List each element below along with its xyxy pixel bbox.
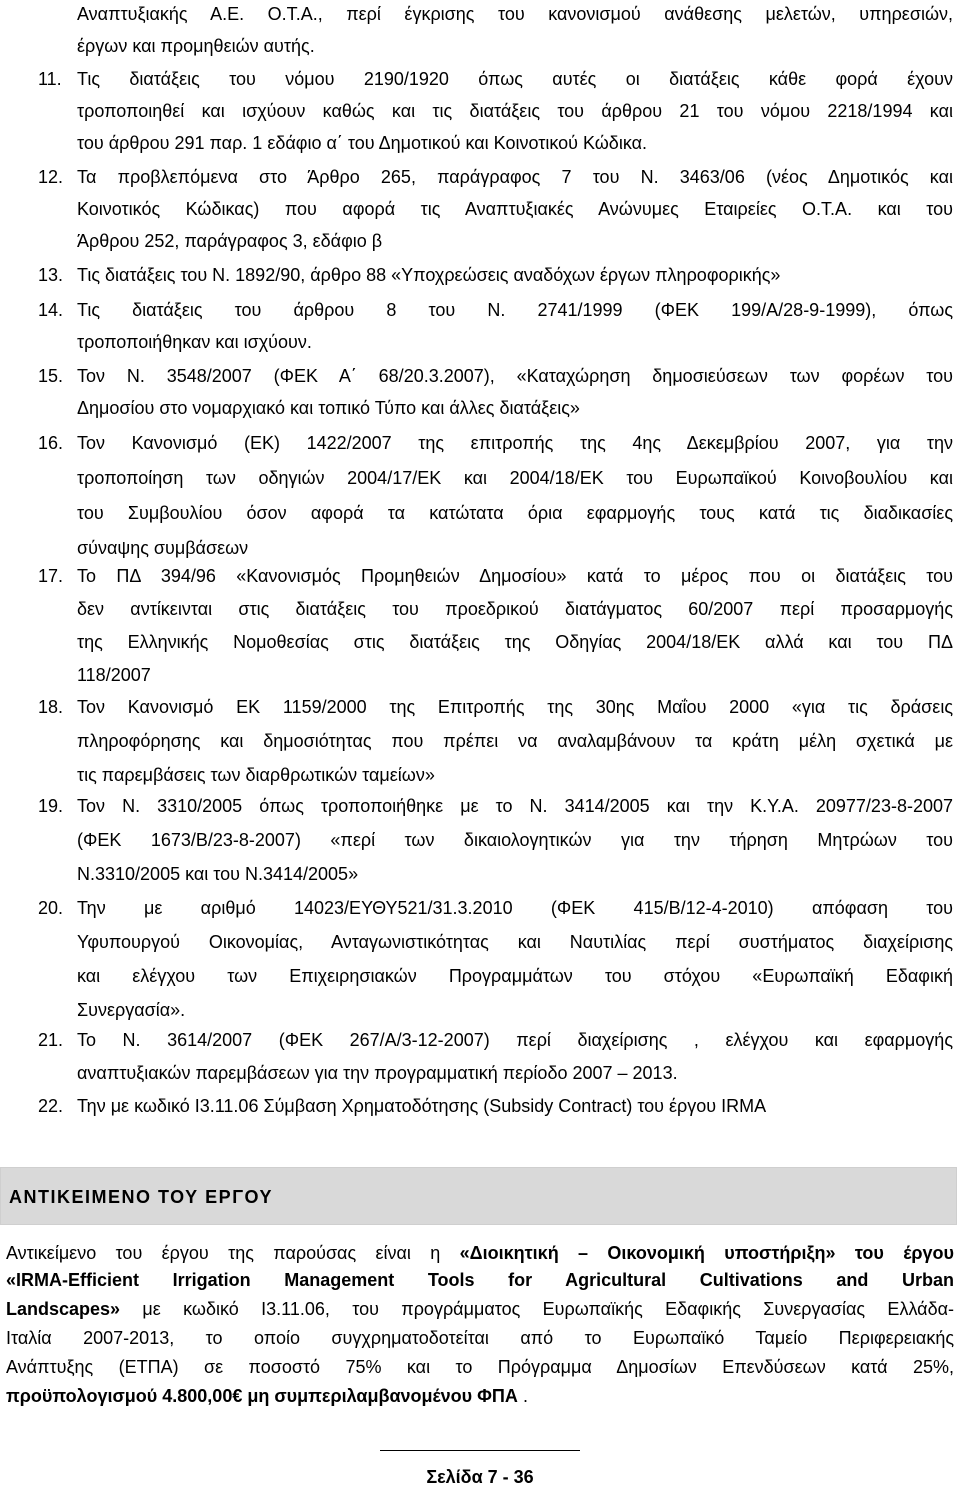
bold-text-run: προϋπολογισμού 4.800,00€ μη συμπεριλαμβανομένου ΦΠΑ [6,1386,518,1406]
text-line: Την με κωδικό Ι3.11.06 Σύμβαση Χρηματοδότησης (Subsidy Contract) του έργου IRMA [77,1096,767,1116]
list-number: 11. [38,69,62,89]
list-number: 12. [38,167,64,187]
text-line: Τον Ν. 3310/2005 όπως τροποποιήθηκε με το Ν. 3414/2005 και την Κ.Υ.Α. 20977/23-8-2007 [77,796,953,816]
text-line: Άρθρου 252, παράγραφος 3, εδάφιο β [77,231,383,251]
text-run: Αντικείμενο του έργου της παρούσας είναι η [6,1243,460,1263]
text-line: τροποποίηση των οδηγιών 2004/17/ΕΚ και 2004/18/ΕΚ του Ευρωπαϊκού Κοινοβουλίου και [77,468,953,488]
paragraph-line [6,1240,954,1266]
text-line: αναπτυξιακών παρεμβάσεων για την προγραμματική περίοδο 2007 – 2013. [77,1063,678,1083]
list-number: 19. [38,796,64,816]
paragraph-line [6,1383,954,1409]
bold-text-run: Landscapes» [6,1299,121,1319]
text-line: Τα προβλεπόμενα στο Άρθρο 265, παράγραφος 7 του Ν. 3463/06 (νέος Δημοτικός και [77,167,953,187]
paragraph-line [6,1267,954,1293]
list-number: 15. [38,366,64,386]
text-line: σύναψης συμβάσεων [77,538,249,558]
bold-text-run: «Διοικητική – Οικονομική υποστήριξη» του έργου [459,1243,954,1263]
bold-text-line: «IRMA-Efficient Irrigation Management Tools for Agricultural Cultivations and Urban [6,1270,954,1290]
text-line [6,1383,954,1409]
paragraph-line [6,1296,954,1322]
text-line: Αναπτυξιακής Α.Ε. Ο.Τ.Α., περί έγκρισης του κανονισμού ανάθεσης μελετών, υπηρεσιών, [77,4,953,24]
list-item [77,66,953,153]
list-item [77,1093,953,1119]
list-number: 16. [38,433,64,453]
text-line: τροποποιηθεί και ισχύουν καθώς και τις διατάξεις του άρθρου 21 του νόμου 2218/1994 και [77,101,953,121]
section-heading: ΑΝΤΙΚΕΙΜΕΝΟ ΤΟΥ ΕΡΓΟΥ [9,1187,274,1207]
text-line: Ανάπτυξης (ΕΤΠΑ) σε ποσοστό 75% και το Πρόγραμμα Δημοσίων Επενδύσεων κατά 25%, [6,1357,954,1377]
text-line: (ΦΕΚ 1673/Β/23-8-2007) «περί των δικαιολογητικών για την τήρηση Μητρώων του [77,830,953,850]
text-line: Δημοσίου στο νομαρχιακό και τοπικό Τύπο και άλλες διατάξεις» [77,398,580,418]
list-item [77,694,953,785]
text-line: Τις διατάξεις του άρθρου 8 του Ν. 2741/1999 (ΦΕΚ 199/Α/28-9-1999), όπως [77,300,953,320]
text-line [6,1296,954,1322]
list-item [77,793,953,884]
text-line: Ιταλία 2007-2013, το οποίο συγχρηματοδοτείται από το Ευρωπαϊκό Ταμείο Περιφερειακής [6,1328,954,1348]
paragraph-line [6,1325,954,1351]
list-item [77,1027,953,1083]
list-item [77,363,953,418]
text-line: 118/2007 [77,665,151,685]
text-line: Ν.3310/2005 και του Ν.3414/2005» [77,864,359,884]
list-item [77,563,953,685]
list-item-continuation [77,1,953,56]
list-number: 21. [38,1030,64,1050]
text-line: τροποποιήθηκαν και ισχύουν. [77,332,312,352]
list-item [77,430,953,558]
list-number: 13. [38,265,64,285]
text-line: και ελέγχου των Επιχειρησιακών Προγραμμάτων του στόχου «Ευρωπαϊκή Εδαφική [77,966,953,986]
text-run: . [517,1386,528,1406]
list-number: 18. [38,697,64,717]
footer-rule [380,1450,580,1451]
list-item [77,164,953,251]
text-line: Τον Ν. 3548/2007 (ΦΕΚ Α΄ 68/20.3.2007), «Καταχώρηση δημοσιεύσεων των φορέων του [77,366,953,386]
text-line: Υφυπουργού Οικονομίας, Ανταγωνιστικότητας και Ναυτιλίας περί συστήματος διαχείρισης [77,932,953,952]
list-number: 22. [38,1096,64,1116]
list-number: 20. [38,898,64,918]
text-line: Τις διατάξεις του νόμου 2190/1920 όπως αυτές οι διατάξεις κάθε φορά έχουν [77,69,953,89]
text-line: Συνεργασία». [77,1000,186,1020]
text-line: Κοινοτικός Κώδικας) που αφορά τις Αναπτυξιακές Ανώνυμες Εταιρείες Ο.Τ.Α. και του [77,199,953,219]
text-line: Το Ν. 3614/2007 (ΦΕΚ 267/Α/3-12-2007) περί διαχείρισης , ελέγχου και εφαρμογής [77,1030,953,1050]
page-footer: Σελίδα 7 - 36 [426,1467,534,1487]
text-line: Τον Κανονισμό ΕΚ 1159/2000 της Επιτροπής της 30ης Μαΐου 2000 «για τις δράσεις [77,697,953,717]
text-line: τις παρεμβάσεις των διαρθρωτικών ταμείων» [77,765,435,785]
text-line: πληροφόρησης και δημοσιότητας που πρέπει να αναλαμβάνουν τα κράτη μέλη σχετικά με [77,731,953,751]
text-line: της Ελληνικής Νομοθεσίας στις διατάξεις της Οδηγίας 2004/18/ΕΚ αλλά και του ΠΔ [77,632,953,652]
list-item [77,895,953,1020]
section-heading-box [0,1167,957,1225]
text-line: Το ΠΔ 394/96 «Κανονισμός Προμηθειών Δημοσίου» κατά το μέρος που οι διατάξεις του [77,566,953,586]
text-line [6,1240,954,1266]
text-line: του άρθρου 291 παρ. 1 εδάφιο α΄ του Δημοτικού και Κοινοτικού Κώδικα. [77,133,648,153]
text-run: με κωδικό Ι3.11.06, του προγράμματος Ευρωπαϊκής Εδαφικής Συνεργασίας Ελλάδα- [120,1299,954,1319]
text-line: δεν αντίκεινται στις διατάξεις του προεδρικού διατάγματος 60/2007 περί προσαρμογής [77,599,953,619]
list-number: 14. [38,300,64,320]
list-item [77,262,953,288]
text-line: Την με αριθμό 14023/ΕΥΘΥ521/31.3.2010 (ΦΕΚ 415/Β/12-4-2010) απόφαση του [77,898,953,918]
paragraph-line [6,1354,954,1380]
text-line: Τις διατάξεις του Ν. 1892/90, άρθρο 88 «Υποχρεώσεις αναδόχων έργων πληροφορικής» [77,265,781,285]
text-line: έργων και προμηθειών αυτής. [77,36,315,56]
text-line: Τον Κανονισμό (ΕΚ) 1422/2007 της επιτροπής της 4ης Δεκεμβρίου 2007, για την [77,433,953,453]
text-line: του Συμβουλίου όσον αφορά τα κατώτατα όρια εφαρμογής τους κατά τις διαδικασίες [77,503,953,523]
list-item [77,297,953,352]
list-number: 17. [38,566,64,586]
